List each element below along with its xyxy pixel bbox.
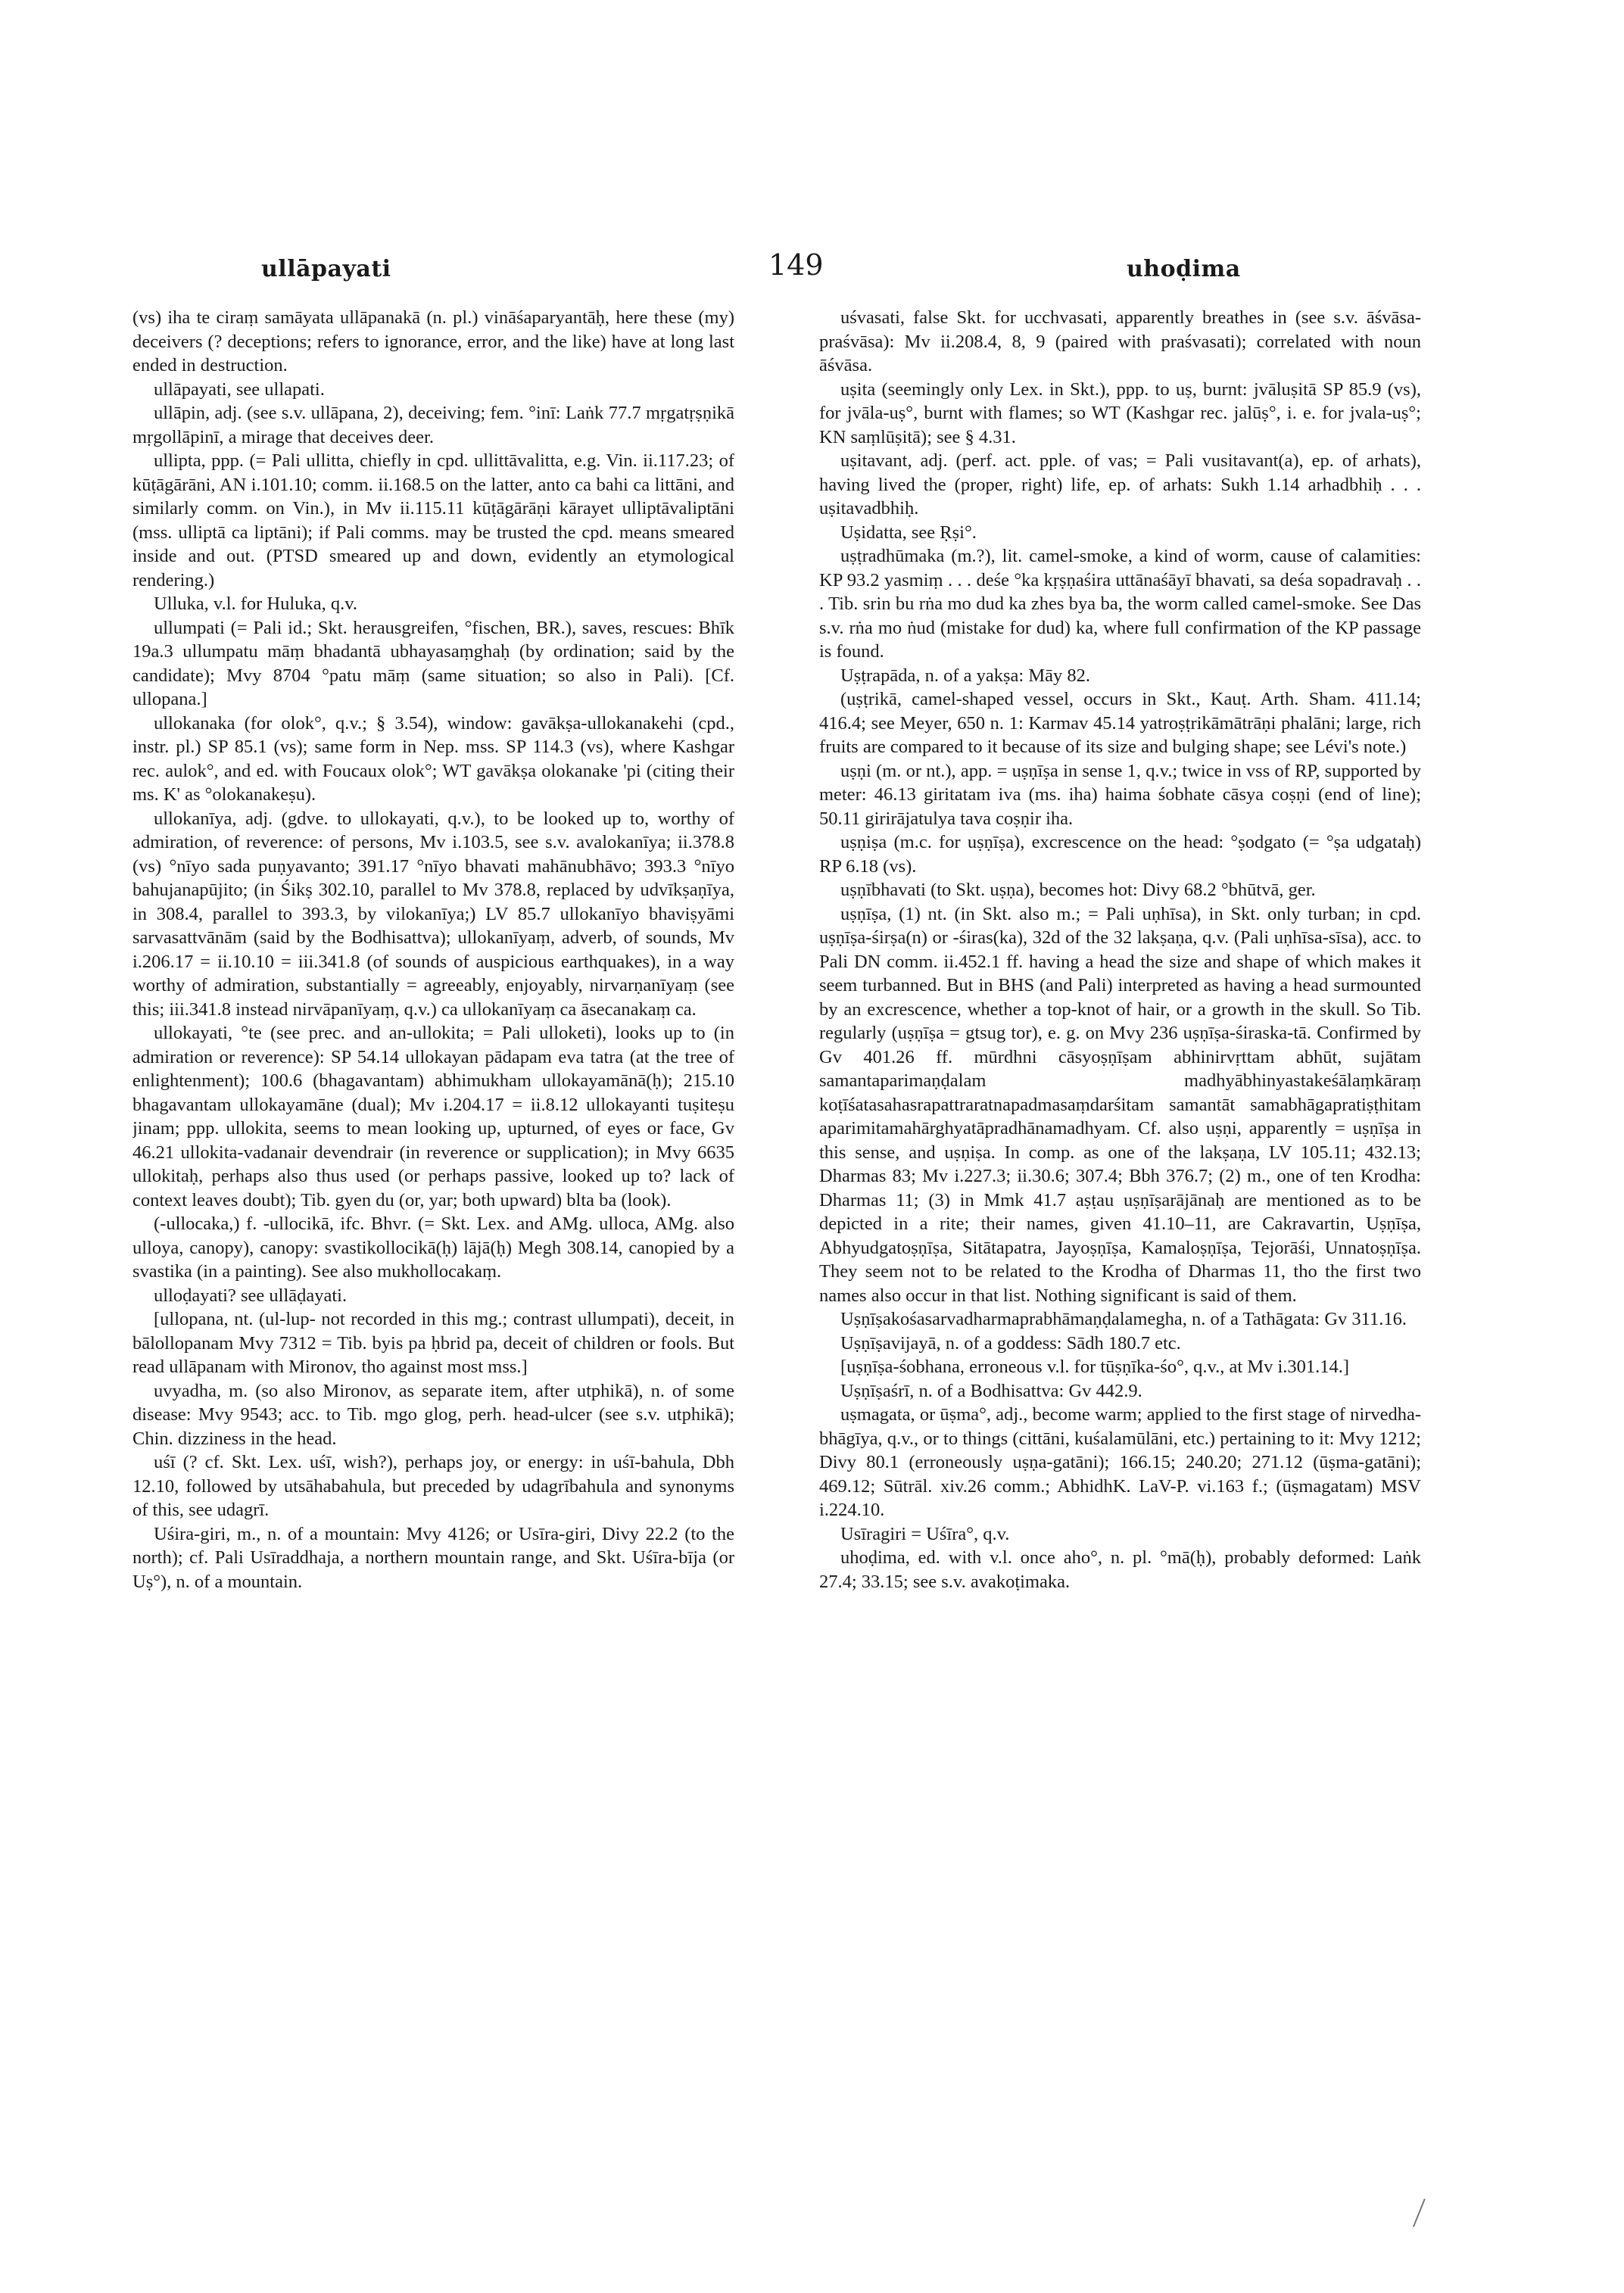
entry: ullāpayati, see ullapati.: [154, 379, 325, 400]
entry: uṣmagata, or ūṣma°, adj., become warm; applied to the first stage of nirvedha-bhāgīya, q.v., or to things (cittāni, kuśalamūlāni, etc.) pertaining to it: Mvy 1212; Divy 80.1 (erroneously uṣṇa-gatāni); 166.15; 240.20; 271.12 (ūṣma-gatāni); 469.12; Sūtrāl. xiv.26 comm.; AbhidhK. LaV-P. vi.163 f.; (ūṣmagatam) MSV i.224.10.: [819, 1404, 1421, 1520]
entry: (uṣṭrikā, camel-shaped vessel, occurs in Skt., Kauṭ. Arth. Sham. 411.14; 416.4; see Meyer, 650 n. 1: Karmav 45.14 yatroṣṭrikāmātrāṇi phalāni; large, rich fruits are compared to it because of its size and bulging shape; see Lévi's note.): [819, 689, 1421, 757]
entry: ullokayati, °te (see prec. and an-ullokita; = Pali ulloketi), looks up to (in admiration or reverence): SP 54.14 ullokayan pādapam eva tatra (at the tree of enlightenment); 100.6 (bhagavantam) abhimukham ullokayamānā(ḥ); 215.10 bhagavantam ullokayamāne (dual); Mv i.204.17 = ii.8.12 ullokayanti tuṣiteṣu jinam; ppp. ullokita, seems to mean looking up, upturned, of eyes or face, Gv 46.21 ullokita-vadanair devendrair (in reverence or supplication); in Mvy 6635 ullokitaḥ, perhaps also thus used (or perhaps passive, looked up to? lack of context leaves doubt); Tib. gyen du (or, yar; both upward) blta ba (look).: [132, 1023, 734, 1210]
entry: Uṣṭrapāda, n. of a yakṣa: Māy 82.: [840, 665, 1090, 686]
entry: Uśira-giri, m., n. of a mountain: Mvy 4126; or Usīra-giri, Divy 22.2 (to the north); cf. Pali Usīraddhaja, a northern mountain range, and Skt. Uśīra-bīja (or Uṣ°), n. of a mountain.: [132, 1523, 734, 1592]
entry: Uṣṇīṣakośasarvadharmaprabhāmaṇḍalamegha, n. of a Tathāgata: Gv 311.16.: [840, 1309, 1407, 1329]
right-column: [819, 306, 1421, 2244]
entry: uṣṇīṣa, (1) nt. (in Skt. also m.; = Pali uṇhīsa), in Skt. only turban; in cpd. uṣṇīṣa-śirṣa(n) or -śiras(ka), 32d of the 32 lakṣaṇa, q.v. (Pali uṇhīsa-sīsa), acc. to Pali DN comm. ii.452.1 ff. having a head the size and shape of which makes it seem turbanned. But in BHS (and Pali) interpreted as having a head surmounted by an excrescence, whether a top-knot of hair, or a growth in the skull. So Tib. regularly (uṣṇīṣa = gtsug tor), e. g. on Mvy 236 uṣṇīṣa-śiraska-tā. Confirmed by Gv 401.26 ff. mūrdhni cāsyoṣṇīṣam abhinirvṛttam abhūt, sujātam samantaparimaṇḍalam madhyābhinyastakeśālaṃkāraṃ koṭīśatasahasrapattraratnapadmasaṃdarśitam samantāt samabhāgapratiṣṭhitam aparimitamahārghyatāpradhānamadhyam. Cf. also uṣṇi, apparently = uṣṇīṣa in this sense, and uṣṇiṣa. In comp. as one of the lakṣaṇa, LV 105.11; 432.13; Dharmas 83; Mv i.227.3; ii.30.6; 307.4; Bbh 376.7; (2) m., one of ten Krodha: Dharmas 11; (3) in Mmk 41.7 aṣṭau uṣṇīṣarājānaḥ are mentioned as to be depicted in a rite; their names, given 41.10–11, are Cakravartin, Uṣṇīṣa, Abhyudgatoṣṇīṣa, Sitātapatra, Jayoṣṇīṣa, Kamaloṣṇīṣa, Tejorāśi, Unnatoṣṇīṣa. They seem not to be related to the Krodha of Dharmas 11, tho the first two names also occur in that list. Nothing significant is said of them.: [819, 903, 1421, 1306]
entry: Uṣidatta, see Ṛṣi°.: [840, 522, 977, 543]
entry: uṣṇi (m. or nt.), app. = uṣṇīṣa in sense 1, q.v.; twice in vss of RP, supported by meter: 46.13 giritatam iva (ms. iha) haima śobhate cāsya coṣṇi (end of line); 50.11 girirājatulya tava coṣṇir iha.: [819, 760, 1421, 829]
entry: Ulluka, v.l. for Huluka, q.v.: [154, 594, 357, 614]
header-left-guideword: ullāpayati: [261, 256, 391, 282]
entry: uṣṇībhavati (to Skt. uṣṇa), becomes hot: Divy 68.2 °bhūtvā, ger.: [840, 880, 1316, 900]
entry: uhoḍima, ed. with v.l. once aho°, n. pl. °mā(ḥ), probably deformed: Laṅk 27.4; 33.15; see s.v. avakoṭimaka.: [819, 1547, 1421, 1592]
entry: uśvasati, false Skt. for ucchvasati, apparently breathes in (see s.v. āśvāsa-praśvāsa): Mv ii.208.4, 8, 9 (paired with praśvasati); correlated with noun āśvāsa.: [819, 307, 1421, 375]
entry: uvyadha, m. (so also Mironov, as separate item, after utphikā), n. of some disease: Mvy 9543; acc. to Tib. mgo glog, perh. head-ulcer (see s.v. utphikā); Chin. dizziness in the head.: [132, 1380, 734, 1449]
entry: Uṣṇīṣavijayā, n. of a goddess: Sādh 180.7 etc.: [840, 1332, 1181, 1354]
page-number: 149: [768, 248, 824, 282]
running-head: [0, 248, 1624, 294]
entry: ullokanīya, adj. (gdve. to ullokayati, q.v.), to be looked up to, worthy of admiration, of reverence: of persons, Mv i.103.5, see s.v. avalokanīya; ii.378.8 (vs) °nīyo sada puṇyavanto; 391.17 °nīyo bhavati mahānubhāvo; 393.3 °nīyo bahujanapūjito; (in Śikṣ 302.10, parallel to Mv 378.8, replaced by udvīkṣaṇīya, in 308.4, parallel to 393.3, by vilokanīya;) LV 85.7 ullokanīyo bhaviṣyāmi sarvasattvānām (said by the Bodhisattva); ullokanīyaṃ, adverb, of sounds, Mv i.206.17 = ii.10.10 = iii.341.8 (of sounds of auspicious earthquakes), in a way worthy of admiration, substantially = agreeably, enjoyably, nirvarṇanīyaṃ (see this; iii.341.8 instead nirvāpanīyaṃ, q.v.) ca ullokanīyaṃ ca āsecanakaṃ ca.: [132, 808, 734, 1020]
entry: ulloḍayati? see ullāḍayati.: [154, 1285, 348, 1306]
entry: ullāpin, adj. (see s.v. ullāpana, 2), deceiving; fem. °inī: Laṅk 77.7 mṛgatṛṣṇikā mṛgollāpinī, a mirage that deceives deer.: [132, 403, 734, 447]
entry: uṣita (seemingly only Lex. in Skt.), ppp. to uṣ, burnt: jvāluṣitā SP 85.9 (vs), for jvāla-uṣ°, burnt with flames; so WT (Kashgar rec. jalūṣ°, i. e. for jvala-uṣ°; KN saṃlūṣitā); see § 4.31.: [819, 379, 1421, 447]
entry: Uṣṇīṣaśrī, n. of a Bodhisattva: Gv 442.9.: [840, 1380, 1142, 1401]
entry-continued: (vs) iha te ciraṃ samāyata ullāpanakā (n. pl.) vināśaparyantāḥ, here these (my) deceivers (? deceptions; refers to ignorance, error, and the like) have at long last ended in destruction.: [132, 307, 734, 375]
entry: uṣṇiṣa (m.c. for uṣṇīṣa), excrescence on the head: °ṣodgato (= °ṣa udgataḥ) RP 6.18 (vs).: [819, 832, 1421, 877]
entry: ullokanaka (for olok°, q.v.; § 3.54), window: gavākṣa-ullokanakehi (cpd., instr. pl.) SP 85.1 (vs); same form in Nep. mss. SP 114.3 (vs), where Kashgar rec. aulok°, and ed. with Foucaux olok°; WT gavākṣa olokanake 'pi (citing their ms. K' as °olokanakeṣu).: [132, 712, 734, 805]
entry: Usīragiri = Uśīra°, q.v.: [840, 1523, 1010, 1544]
entry: uśī (? cf. Skt. Lex. uśī, wish?), perhaps joy, or energy: in uśī-bahula, Dbh 12.10, followed by utsāhabahula, but preceded by udagrībahula and synonyms of this, see udagrī.: [132, 1452, 734, 1520]
entry: ullumpati (= Pali id.; Skt. herausgreifen, °fischen, BR.), saves, rescues: Bhīk 19a.3 ullumpatu māṃ bhadantā ubhayasaṃghaḥ (by ordination; said by the candidate); Mvy 8704 °patu māṃ (same situation; so also in Pali). [Cf. ullopana.]: [132, 617, 734, 709]
entry: ullipta, ppp. (= Pali ullitta, chiefly in cpd. ullittāvalitta, e.g. Vin. ii.117.23; of kūṭāgārāni, AN i.101.10; comm. ii.168.5 on the latter, anto ca bahi ca littāni, and similarly comm. on Vin.), in Mv ii.115.11 kūṭāgārāṇi kārayet ulliptāvaliptāni (mss. ulliptā ca liptāni); if Pali comms. may be trusted the cpd. means smeared inside and out. (PTSD smeared up and down, evidently an etymological rendering.): [132, 450, 734, 590]
entry: uṣṭradhūmaka (m.?), lit. camel-smoke, a kind of worm, cause of calamities: KP 93.2 yasmiṃ . . . deśe °ka kṛṣṇaśira uttānaśāyī bhavati, sa deśa sopadravaḥ . . . Tib. srin bu rṅa mo dud ka zhes bya ba, the worm called camel-smoke. See Das s.v. rṅa mo ṅud (mistake for dud) ka, where full confirmation of the KP passage is found.: [819, 546, 1421, 662]
entry: uṣitavant, adj. (perf. act. pple. of vas; = Pali vusitavant(a), ep. of arhats), having lived the (proper, right) life, ep. of arhats: Sukh 1.14 arhadbhiḥ . . . uṣitavadbhiḥ.: [819, 450, 1421, 519]
entry: [uṣṇīṣa-śobhana, erroneous v.l. for tūṣṇīka-śo°, q.v., at Mv i.301.14.]: [840, 1357, 1350, 1377]
entry: [ullopana, nt. (ul-lup- not recorded in this mg.; contrast ullumpati), deceit, in bālollopanam Mvy 7312 = Tib. byis pa ḥbrid pa, deceit of children or fools. But read ullāpanam with Mironov, tho against most mss.]: [132, 1309, 734, 1377]
left-column: [132, 306, 734, 2244]
header-right-guideword: uhoḍima: [1127, 256, 1241, 282]
entry: (-ullocaka,) f. -ullocikā, ifc. Bhvr. (= Skt. Lex. and AMg. ulloca, AMg. also ulloya, canopy), canopy: svastikollocikā(ḥ) lājā(ḥ) Megh 308.14, canopied by a svastika (in a painting). See also mukhollocakaṃ.: [132, 1213, 734, 1282]
